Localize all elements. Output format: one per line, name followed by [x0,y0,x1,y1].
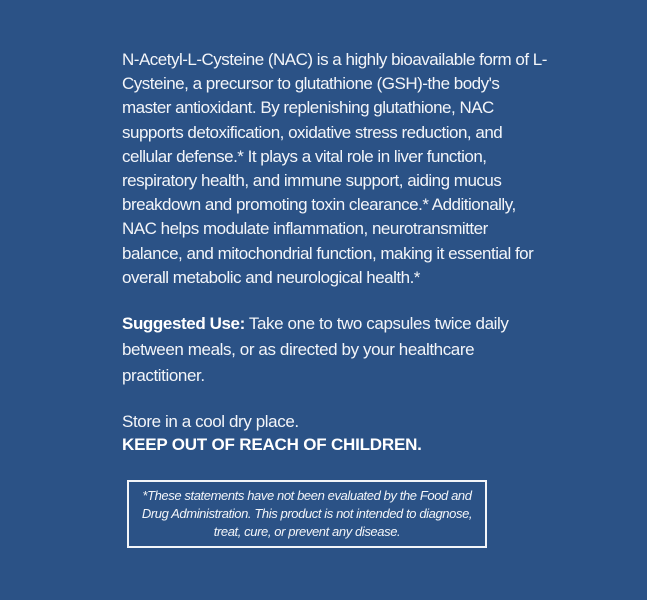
child-warning: KEEP OUT OF REACH OF CHILDREN. [122,435,422,455]
product-description: N-Acetyl-L-Cysteine (NAC) is a highly bioavailable form of L-Cysteine, a precursor to glutathione (GSH)-the body's master antioxidant. By replenishing glutathione, NAC supports detoxification, oxidative stress reduction, and cellular defense.* It plays a vital role in liver function, respiratory health, and immune support, aiding mucus breakdown and promoting toxin clearance.* Additionally, NAC helps modulate inflammation, neurotransmitter balance, and mitochondrial function, making it essential for overall metabolic and neurological health.* [122,50,547,287]
suggested-use [122,311,532,389]
fda-disclaimer-text: *These statements have not been evaluated by the Food and Drug Administration. This product is not intended to diagnose, treat, cure, or prevent any disease. [141,488,473,539]
fda-disclaimer-box [127,480,487,548]
suggested-use-text: Take one to two capsules twice daily between meals, or as directed by your healthcare practitioner. [122,314,509,386]
storage-instructions: Store in a cool dry place. [122,412,299,432]
suggested-use-label: Suggested Use: [122,314,245,334]
label-content [122,48,552,457]
